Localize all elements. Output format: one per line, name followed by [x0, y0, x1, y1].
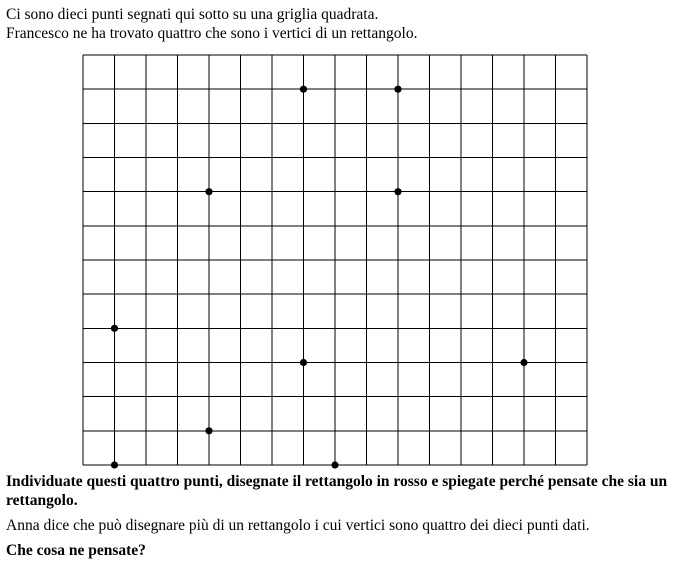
intro-line-2: Francesco ne ha trovato quattro che sono i vertici di un rettangolo. — [6, 25, 418, 42]
grid-point — [111, 461, 118, 468]
grid-point — [111, 325, 118, 332]
anna-statement: Anna dice che può disegnare più di un rettangolo i cui vertici sono quattro dei dieci punti dati. — [6, 517, 590, 534]
grid-lines — [83, 55, 587, 465]
grid-points — [111, 86, 528, 469]
task-instruction: Individuate questi quattro punti, disegnate il rettangolo in rosso e spiegate perché pensate che sia un rettangolo. — [6, 473, 668, 509]
grid-point — [520, 359, 527, 366]
grid-point — [205, 188, 212, 195]
grid-point — [394, 86, 401, 93]
grid-point — [331, 461, 338, 468]
intro-line-1: Ci sono dieci punti segnati qui sotto su una griglia quadrata. — [6, 6, 379, 23]
grid-point — [394, 188, 401, 195]
grid-point — [300, 359, 307, 366]
grid-point — [205, 427, 212, 434]
grid-point — [300, 86, 307, 93]
final-question: Che cosa ne pensate? — [6, 542, 146, 559]
